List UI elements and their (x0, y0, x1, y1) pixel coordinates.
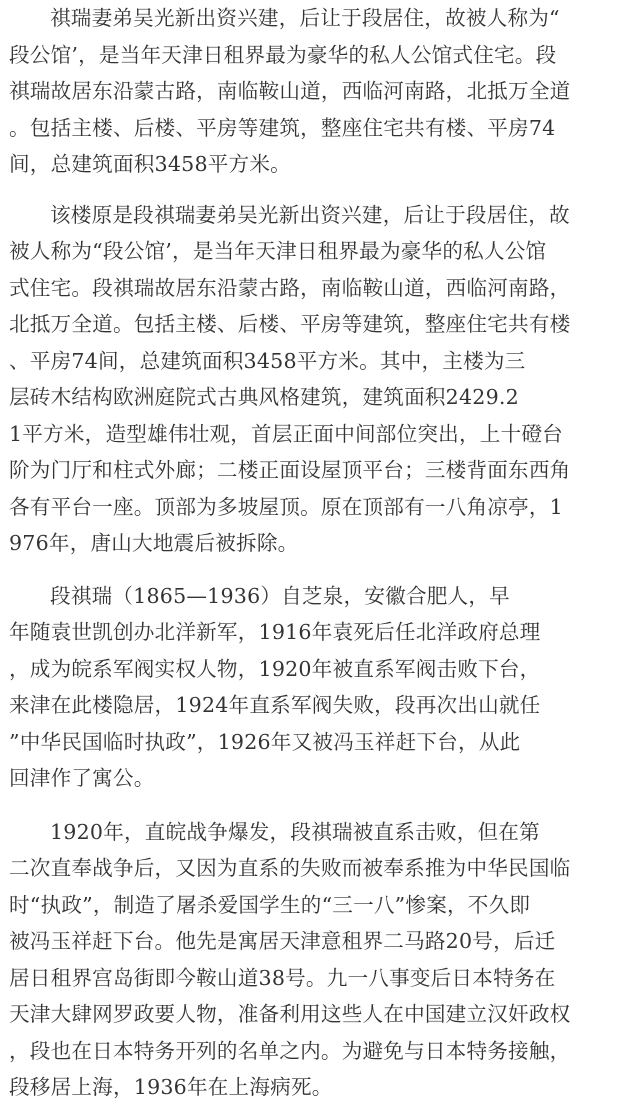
paragraph-line: 回津作了寓公。 (9, 766, 155, 790)
paragraph-line: 被人称为“段公馆’，是当年天津日租界最为豪华的私人公馆 (9, 239, 547, 263)
paragraph-line: 各有平台一座。顶部为多坡屋顶。原在顶部有一八角凉亭，1 (9, 494, 563, 519)
paragraph-line: 时“执政”，制造了屠杀爱国学生的“三一八”惨案，不久即 (9, 892, 531, 917)
paragraph-4 (9, 814, 636, 1106)
paragraph-line: 段公馆’，是当年天津日租界最为豪华的私人公馆式住宅。段 (9, 42, 557, 67)
paragraph-line: 祺瑞妻弟吴光新出资兴建，后让于段居住，故被人称为“ (50, 6, 560, 30)
paragraph-line: 天津大肆网罗政要人物，准备利用这些人在中国建立汉奸政权 (9, 1002, 571, 1026)
paragraph-line: 来津在此楼隐居，1924年直系军阀失败，段再次出山就任 (9, 693, 541, 717)
paragraph-line: 式住宅。段祺瑞故居东沿蒙古路，南临鞍山道，西临河南路， (9, 275, 571, 300)
paragraph-line: 段移居上海，1936年在上海病死。 (9, 1075, 333, 1099)
paragraph-line: 居日租界宫岛街即今鞍山道38号。九一八事变后日本特务在 (9, 965, 556, 990)
paragraph-2 (9, 197, 636, 562)
paragraph-line: 976年，唐山大地震后被拆除。 (9, 531, 299, 555)
paragraph-line: ，段也在日本特务开列的名单之内。为避免与日本特务接触， (9, 1038, 571, 1063)
paragraph-line: 。包括主楼、后楼、平房等建筑，整座住宅共有楼、平房74 (9, 115, 556, 140)
paragraph-1 (9, 0, 636, 183)
paragraph-line: 被冯玉祥赶下台。他先是寓居天津意租界二马路20号，后迁 (9, 929, 556, 953)
paragraph-line: 年随袁世凯创办北洋新军，1916年袁死后任北洋政府总理 (9, 620, 541, 644)
paragraph-line: ，成为皖系军阀实权人物，1920年被直系军阀击败下台， (9, 656, 541, 681)
paragraph-line: 该楼原是段祺瑞妻弟吴光新出资兴建，后让于段居住，故 (50, 202, 570, 227)
paragraph-line: 祺瑞故居东沿蒙古路，南临鞍山道，西临河南路，北抵万全道 (9, 79, 571, 103)
paragraph-line: 1平方米，造型雄伟壮观，首层正面中间部位突出，上十磴台 (9, 421, 563, 446)
paragraph-3 (9, 578, 636, 797)
paragraph-line: 段祺瑞（1865—1936）自芝泉，安徽合肥人，早 (50, 583, 510, 608)
paragraph-line: 二次直奉战争后，又因为直系的失败而被奉系推为中华民国临 (9, 856, 571, 880)
paragraph-line: 间，总建筑面积3458平方米。 (9, 152, 291, 176)
paragraph-line: 北抵万全道。包括主楼、后楼、平房等建筑，整座住宅共有楼 (9, 312, 571, 336)
paragraph-line: 层砖木结构欧洲庭院式古典风格建筑，建筑面积2429.2 (9, 385, 519, 409)
paragraph-line: ”中华民国临时执政”，1926年又被冯玉祥赶下台，从此 (9, 729, 521, 754)
paragraph-line: 、平房74间，总建筑面积3458平方米。其中，主楼为三 (9, 348, 526, 373)
paragraph-line: 阶为门厅和柱式外廊；二楼正面设屋顶平台；三楼背面东西角 (9, 458, 571, 482)
paragraph-line: 1920年，直皖战争爆发，段祺瑞被直系击败，但在第 (50, 819, 540, 844)
